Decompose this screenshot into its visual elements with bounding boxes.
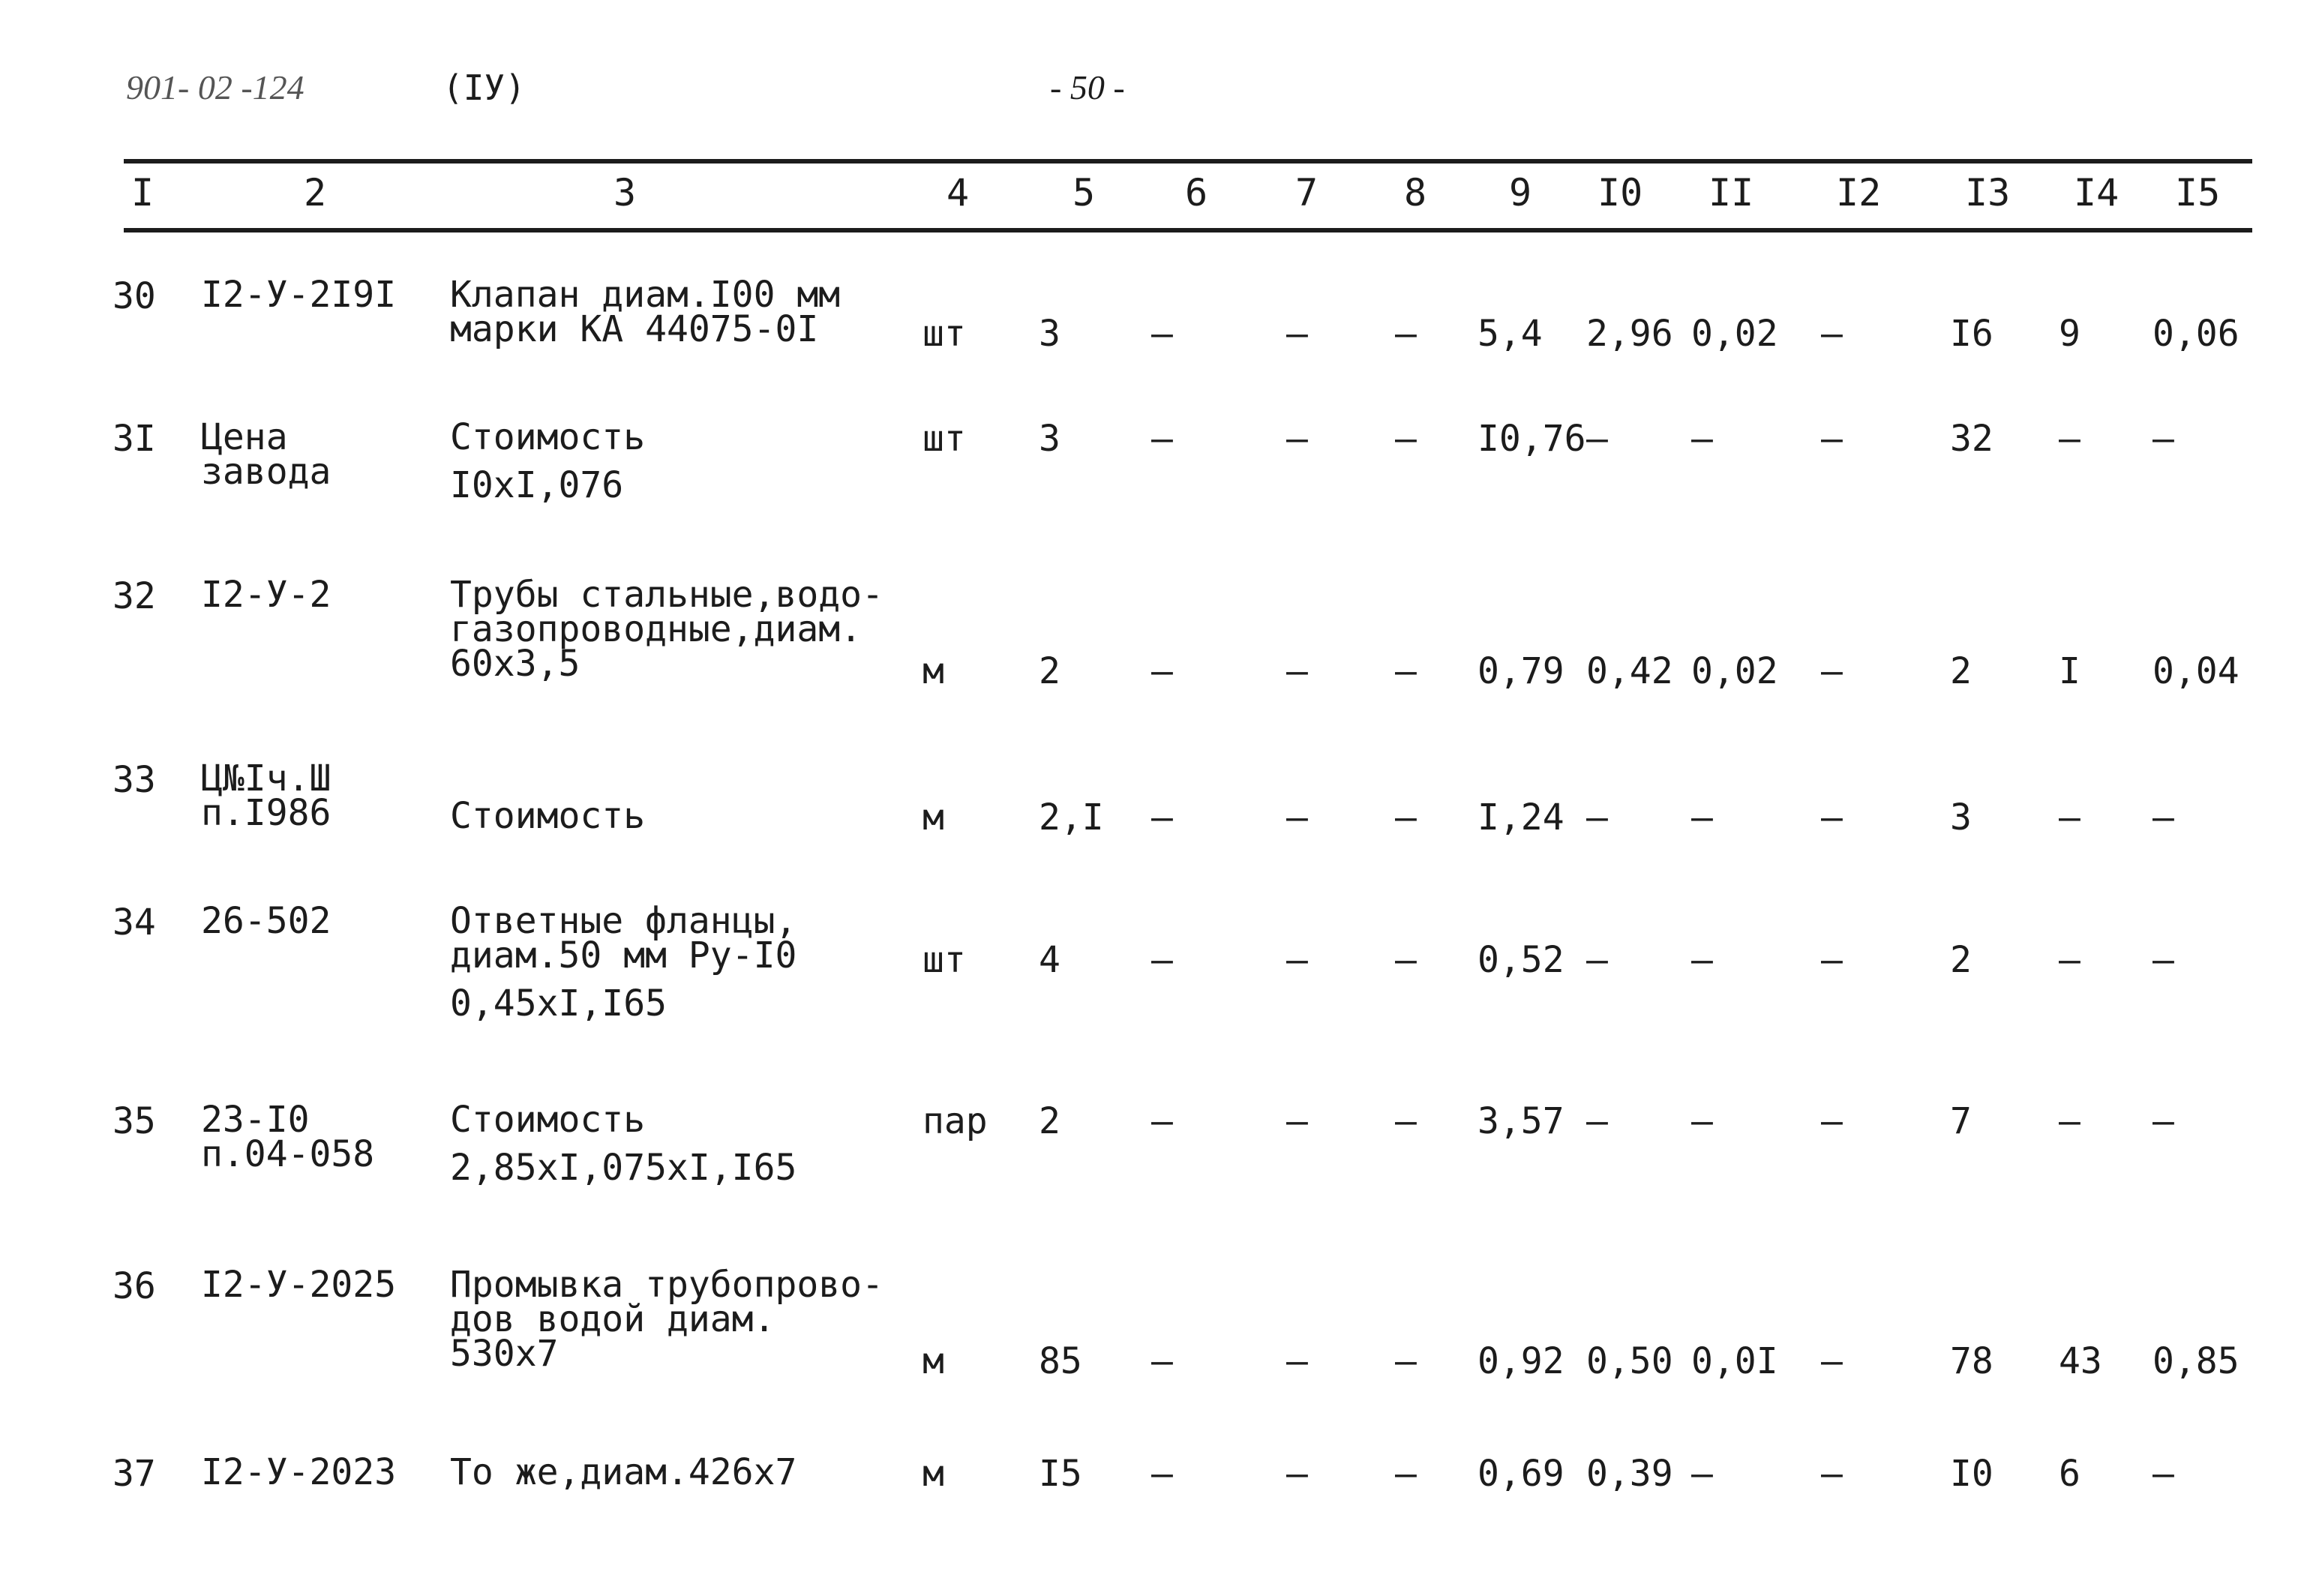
- unit-of-measure: м: [922, 796, 944, 838]
- cost-c8: –: [1395, 939, 1417, 981]
- cost-c6: –: [1151, 1100, 1173, 1142]
- column-number: 6: [1185, 171, 1208, 214]
- row-number: 36: [112, 1265, 156, 1307]
- cost-c7: –: [1286, 796, 1308, 838]
- cost-c6: –: [1151, 418, 1173, 460]
- quantity: I5: [1039, 1453, 1082, 1495]
- rate-code: п.I986: [201, 792, 332, 834]
- cost-c10: –: [1586, 1100, 1608, 1142]
- cost-c8: –: [1395, 1453, 1417, 1495]
- unit-of-measure: м: [922, 650, 944, 692]
- cost-c10: 0,42: [1586, 650, 1673, 692]
- rate-code: I2-У-2: [201, 574, 332, 616]
- column-number: 9: [1509, 171, 1532, 214]
- cost-c10: 0,50: [1586, 1340, 1673, 1382]
- column-number: 4: [946, 171, 970, 214]
- column-number: 3: [614, 171, 637, 214]
- cost-c12: –: [1821, 1100, 1843, 1142]
- cost-c10: –: [1586, 939, 1608, 981]
- cost-c12: –: [1821, 1340, 1843, 1382]
- cost-c13: 7: [1950, 1100, 1972, 1142]
- cost-c11: –: [1691, 939, 1713, 981]
- unit-of-measure: пар: [922, 1100, 988, 1142]
- row-number: 34: [112, 902, 156, 944]
- work-description: Промывка трубопрово-: [450, 1264, 884, 1306]
- work-description: 530x7: [450, 1333, 559, 1375]
- document-code: 901- 02 -124: [126, 68, 304, 106]
- cost-c13: 3: [1950, 796, 1972, 838]
- column-number: 7: [1295, 171, 1318, 214]
- rate-code: 26-502: [201, 900, 332, 942]
- quantity: 85: [1039, 1340, 1082, 1382]
- rate-code: Цена: [201, 416, 288, 458]
- cost-c6: –: [1151, 650, 1173, 692]
- column-number: I5: [2175, 171, 2221, 214]
- cost-c15: –: [2152, 1453, 2174, 1495]
- cost-c13: I6: [1950, 313, 1994, 355]
- quantity: 4: [1039, 939, 1060, 981]
- cost-c15: 0,06: [2152, 313, 2240, 355]
- cost-c11: 0,02: [1691, 650, 1778, 692]
- row-number: 37: [112, 1453, 156, 1495]
- work-description: То же,диам.426x7: [450, 1451, 797, 1493]
- cost-c13: 78: [1950, 1340, 1994, 1382]
- column-number: II: [1708, 171, 1754, 214]
- rate-code: п.04-058: [201, 1133, 375, 1175]
- column-number: I: [131, 171, 154, 214]
- cost-c14: –: [2059, 939, 2080, 981]
- column-number: I0: [1598, 171, 1643, 214]
- row-number: 33: [112, 759, 156, 801]
- unit-of-measure: шт: [922, 313, 966, 355]
- cost-c12: –: [1821, 939, 1843, 981]
- cost-c7: –: [1286, 313, 1308, 355]
- cost-c9: I,24: [1478, 796, 1564, 838]
- cost-c9: 0,52: [1478, 939, 1564, 981]
- cost-c10: 0,39: [1586, 1453, 1673, 1495]
- cost-c7: –: [1286, 939, 1308, 981]
- work-description: марки КА 44075-0I: [450, 308, 819, 350]
- rate-code: завода: [201, 451, 332, 493]
- work-description: Ответные фланцы,: [450, 900, 797, 942]
- cost-c6: –: [1151, 796, 1173, 838]
- unit-of-measure: м: [922, 1340, 944, 1382]
- cost-c14: I: [2059, 650, 2080, 692]
- cost-c7: –: [1286, 1340, 1308, 1382]
- cost-c15: –: [2152, 939, 2174, 981]
- page-number: - 50 -: [1050, 68, 1125, 106]
- volume-label: (IУ): [442, 68, 526, 108]
- column-number: I4: [2074, 171, 2120, 214]
- row-number: 35: [112, 1100, 156, 1142]
- unit-of-measure: м: [922, 1453, 944, 1495]
- work-description: 0,45xI,I65: [450, 982, 667, 1024]
- column-number: 2: [304, 171, 327, 214]
- cost-c11: –: [1691, 418, 1713, 460]
- cost-c11: –: [1691, 1100, 1713, 1142]
- cost-c14: 9: [2059, 313, 2080, 355]
- cost-c15: –: [2152, 418, 2174, 460]
- rate-code: 23-I0: [201, 1099, 310, 1141]
- cost-c12: –: [1821, 650, 1843, 692]
- cost-c10: –: [1586, 418, 1608, 460]
- quantity: 2: [1039, 1100, 1060, 1142]
- cost-c13: 2: [1950, 939, 1972, 981]
- cost-c9: 0,69: [1478, 1453, 1564, 1495]
- cost-c14: –: [2059, 418, 2080, 460]
- cost-c14: 43: [2059, 1340, 2102, 1382]
- cost-c9: 5,4: [1478, 313, 1543, 355]
- column-number: I3: [1965, 171, 2011, 214]
- cost-c12: –: [1821, 796, 1843, 838]
- work-description: 60x3,5: [450, 643, 580, 685]
- work-description: 2,85xI,075xI,I65: [450, 1147, 797, 1189]
- cost-c6: –: [1151, 1340, 1173, 1382]
- cost-c15: 0,04: [2152, 650, 2240, 692]
- header-rule-bottom: [124, 228, 2252, 232]
- cost-c11: 0,0I: [1691, 1340, 1778, 1382]
- unit-of-measure: шт: [922, 939, 966, 981]
- cost-c15: –: [2152, 796, 2174, 838]
- cost-c7: –: [1286, 418, 1308, 460]
- cost-c7: –: [1286, 1100, 1308, 1142]
- work-description: Стоимость: [450, 795, 646, 837]
- cost-c15: –: [2152, 1100, 2174, 1142]
- cost-c12: –: [1821, 1453, 1843, 1495]
- cost-c8: –: [1395, 1340, 1417, 1382]
- cost-c9: 0,92: [1478, 1340, 1564, 1382]
- cost-c11: –: [1691, 796, 1713, 838]
- rate-code: Ц№Iч.Ш: [201, 758, 332, 800]
- quantity: 3: [1039, 418, 1060, 460]
- work-description: Стоимость: [450, 416, 646, 458]
- cost-c12: –: [1821, 418, 1843, 460]
- row-number: 32: [112, 575, 156, 617]
- cost-c13: I0: [1950, 1453, 1994, 1495]
- quantity: 3: [1039, 313, 1060, 355]
- cost-c6: –: [1151, 1453, 1173, 1495]
- cost-c7: –: [1286, 650, 1308, 692]
- rate-code: I2-У-2023: [201, 1451, 397, 1493]
- cost-c10: 2,96: [1586, 313, 1673, 355]
- cost-c14: –: [2059, 796, 2080, 838]
- cost-c9: I0,76: [1478, 418, 1586, 460]
- work-description: I0xI,076: [450, 464, 624, 506]
- cost-c15: 0,85: [2152, 1340, 2240, 1382]
- unit-of-measure: шт: [922, 418, 966, 460]
- work-description: диам.50 мм Ру-I0: [450, 934, 797, 976]
- work-description: газопроводные,диам.: [450, 608, 862, 650]
- column-number: I2: [1836, 171, 1882, 214]
- cost-c8: –: [1395, 796, 1417, 838]
- rate-code: I2-У-2I9I: [201, 274, 397, 316]
- cost-c12: –: [1821, 313, 1843, 355]
- cost-c10: –: [1586, 796, 1608, 838]
- work-description: дов водой диам.: [450, 1298, 776, 1340]
- rate-code: I2-У-2025: [201, 1264, 397, 1306]
- row-number: 30: [112, 275, 156, 317]
- cost-c13: 32: [1950, 418, 1994, 460]
- cost-c8: –: [1395, 313, 1417, 355]
- work-description: Клапан диам.I00 мм: [450, 274, 841, 316]
- cost-c13: 2: [1950, 650, 1972, 692]
- cost-c9: 0,79: [1478, 650, 1564, 692]
- cost-c6: –: [1151, 313, 1173, 355]
- cost-c7: –: [1286, 1453, 1308, 1495]
- quantity: 2,I: [1039, 796, 1104, 838]
- cost-c11: 0,02: [1691, 313, 1778, 355]
- work-description: Трубы стальные,водо-: [450, 574, 884, 616]
- work-description: Стоимость: [450, 1099, 646, 1141]
- cost-c14: 6: [2059, 1453, 2080, 1495]
- cost-c6: –: [1151, 939, 1173, 981]
- column-number: 8: [1404, 171, 1427, 214]
- cost-c8: –: [1395, 418, 1417, 460]
- column-number: 5: [1072, 171, 1096, 214]
- cost-c8: –: [1395, 650, 1417, 692]
- cost-c14: –: [2059, 1100, 2080, 1142]
- quantity: 2: [1039, 650, 1060, 692]
- row-number: 3I: [112, 418, 156, 460]
- cost-c11: –: [1691, 1453, 1713, 1495]
- header-rule-top: [124, 159, 2252, 164]
- cost-c9: 3,57: [1478, 1100, 1564, 1142]
- cost-c8: –: [1395, 1100, 1417, 1142]
